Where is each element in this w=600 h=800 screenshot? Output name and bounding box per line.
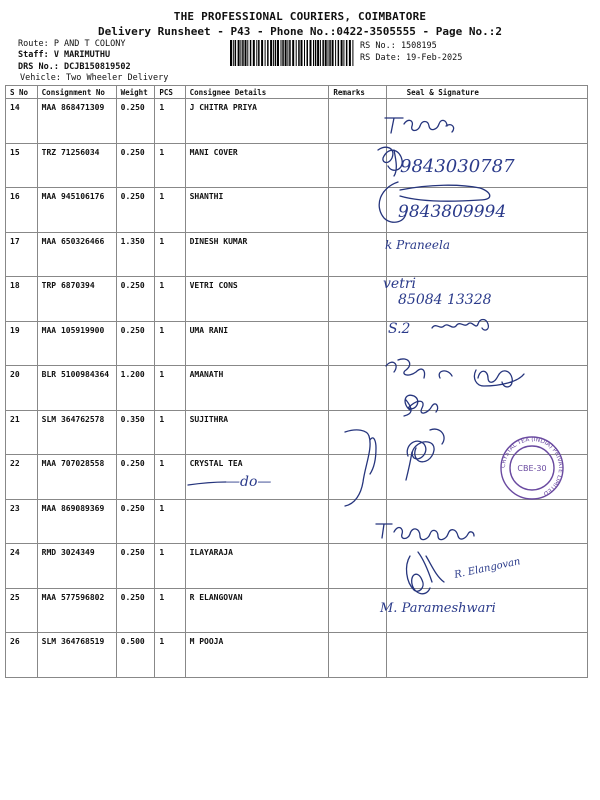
cell-sno: 24 — [6, 544, 38, 589]
cell-remarks — [329, 188, 386, 233]
barcode-bar — [281, 40, 282, 66]
cell-pcs: 1 — [155, 499, 185, 544]
barcode-bar — [325, 40, 327, 66]
barcode-bar — [282, 40, 284, 66]
barcode — [230, 40, 355, 66]
barcode-bar — [335, 40, 336, 66]
cell-weight: 0.250 — [116, 455, 155, 500]
barcode-bar — [292, 40, 294, 66]
cell-consignee: UMA RANI — [185, 321, 329, 366]
barcode-bar — [230, 40, 232, 66]
table-row — [6, 277, 588, 322]
barcode-bar — [298, 40, 300, 66]
barcode-bar — [267, 40, 269, 66]
cell-consignee: M POOJA — [185, 633, 329, 678]
cell-pcs: 1 — [155, 143, 185, 188]
cell-pcs: 1 — [155, 277, 185, 322]
barcode-bar — [338, 40, 340, 66]
table-row — [6, 499, 588, 544]
col-sno: S No — [6, 86, 38, 99]
cell-remarks — [329, 544, 386, 589]
handwriting-row23: —do— — [226, 474, 272, 490]
table-row — [6, 633, 588, 678]
cell-weight: 0.250 — [116, 188, 155, 233]
barcode-bar — [301, 40, 303, 66]
cell-remarks — [329, 321, 386, 366]
cell-consignee: R ELANGOVAN — [185, 588, 329, 633]
handwriting-row18-name: vetri — [383, 276, 416, 292]
cell-signature — [386, 277, 587, 322]
cell-weight: 0.250 — [116, 99, 155, 144]
cell-signature — [386, 232, 587, 277]
cell-weight: 1.350 — [116, 232, 155, 277]
cell-consignment: SLM 364768519 — [37, 633, 116, 678]
barcode-bar — [313, 40, 314, 66]
page-subtitle: Delivery Runsheet - P43 - Phone No.:0422-3505555 - Page No.:2 — [98, 25, 502, 38]
cell-consignee — [185, 499, 329, 544]
barcode-bar — [256, 40, 257, 66]
barcode-bar — [352, 40, 353, 66]
cell-pcs: 1 — [155, 410, 185, 455]
cell-pcs: 1 — [155, 544, 185, 589]
cell-consignee: SHANTHI — [185, 188, 329, 233]
cell-remarks — [329, 99, 386, 144]
barcode-bar — [289, 40, 291, 66]
barcode-bar — [307, 40, 309, 66]
cell-pcs: 1 — [155, 232, 185, 277]
cell-signature — [386, 321, 587, 366]
rs-info — [360, 40, 462, 64]
cell-weight: 0.500 — [116, 633, 155, 678]
cell-consignment: SLM 364762578 — [37, 410, 116, 455]
cell-remarks — [329, 499, 386, 544]
vehicle-info: Vehicle: Two Wheeler Delivery — [20, 73, 169, 83]
cell-weight: 1.200 — [116, 366, 155, 411]
cell-consignment: TRP 6870394 — [37, 277, 116, 322]
cell-signature — [386, 588, 587, 633]
cell-weight: 0.250 — [116, 544, 155, 589]
cell-remarks — [329, 455, 386, 500]
cell-remarks — [329, 410, 386, 455]
barcode-bar — [253, 40, 255, 66]
table-row — [6, 232, 588, 277]
cell-remarks — [329, 232, 386, 277]
route-info: Route: P AND T COLONY — [18, 39, 126, 49]
col-remarks: Remarks — [329, 86, 386, 99]
table-row — [6, 143, 588, 188]
cell-sno: 16 — [6, 188, 38, 233]
barcode-bar — [285, 40, 287, 66]
cell-consignment: TRZ 71256034 — [37, 143, 116, 188]
rs-date: RS Date: 19-Feb-2025 — [360, 53, 463, 63]
col-pcs: PCS — [155, 86, 185, 99]
cell-consignee: DINESH KUMAR — [185, 232, 329, 277]
cell-sno: 23 — [6, 499, 38, 544]
cell-pcs: 1 — [155, 455, 185, 500]
barcode-bar — [242, 40, 244, 66]
cell-sno: 19 — [6, 321, 38, 366]
cell-remarks — [329, 588, 386, 633]
barcode-bar — [310, 40, 312, 66]
barcode-bar — [343, 40, 344, 66]
barcode-bar — [341, 40, 343, 66]
barcode-bar — [296, 40, 297, 66]
barcode-bar — [270, 40, 272, 66]
cell-pcs: 1 — [155, 99, 185, 144]
barcode-bar — [349, 40, 351, 66]
barcode-bar — [240, 40, 241, 66]
cell-consignee: MANI COVER — [185, 143, 329, 188]
cell-signature — [386, 366, 587, 411]
cell-consignment: MAA 650326466 — [37, 232, 116, 277]
table-row — [6, 366, 588, 411]
col-weight: Weight — [116, 86, 155, 99]
cell-consignment: MAA 869089369 — [37, 499, 116, 544]
cell-consignee: AMANATH — [185, 366, 329, 411]
cell-consignment: MAA 105919900 — [37, 321, 116, 366]
barcode-bar — [265, 40, 266, 66]
barcode-bar — [287, 40, 288, 66]
drs-number: DRS No.: DCJB150819502 — [18, 62, 131, 72]
handwriting-row26: M. Parameshwari — [380, 601, 496, 616]
handwriting-row18-phone: 85084 13328 — [398, 292, 492, 308]
cell-sno: 18 — [6, 277, 38, 322]
cell-signature — [386, 544, 587, 589]
page-title: THE PROFESSIONAL COURIERS, COIMBATORE — [173, 10, 427, 23]
cell-weight: 0.350 — [116, 410, 155, 455]
cell-sno: 21 — [6, 410, 38, 455]
staff-info: Staff: V MARIMUTHU — [18, 50, 111, 60]
barcode-bar — [320, 40, 321, 66]
cell-signature — [386, 455, 587, 500]
handwriting-row16-phone: 9843809994 — [398, 202, 507, 222]
stamp-center-code: CBE-30 — [517, 464, 547, 473]
barcode-bar — [258, 40, 260, 66]
handwriting-row19: S.2 — [388, 321, 411, 337]
table-row — [6, 188, 588, 233]
barcode-bar — [273, 40, 274, 66]
col-consignment: Consignment No — [37, 86, 116, 99]
cell-signature — [386, 143, 587, 188]
col-signature: Seal & Signature — [386, 86, 587, 99]
table-row — [6, 321, 588, 366]
cell-pcs: 1 — [155, 188, 185, 233]
table-row — [6, 588, 588, 633]
cell-weight: 0.250 — [116, 499, 155, 544]
cell-sno: 25 — [6, 588, 38, 633]
cell-pcs: 1 — [155, 633, 185, 678]
cell-consignee: CRYSTAL TEA — [185, 455, 329, 500]
barcode-bar — [238, 40, 240, 66]
barcode-bar — [332, 40, 334, 66]
barcode-bar — [250, 40, 252, 66]
cell-pcs: 1 — [155, 366, 185, 411]
cell-sno: 22 — [6, 455, 38, 500]
barcode-bar — [245, 40, 247, 66]
cell-consignment: RMD 3024349 — [37, 544, 116, 589]
table-row — [6, 99, 588, 144]
cell-signature — [386, 410, 587, 455]
cell-pcs: 1 — [155, 588, 185, 633]
table-row — [6, 410, 588, 455]
barcode-bar — [233, 40, 234, 66]
cell-weight: 0.250 — [116, 277, 155, 322]
cell-consignment: MAA 707028558 — [37, 455, 116, 500]
cell-signature — [386, 99, 587, 144]
cell-sno: 20 — [6, 366, 38, 411]
handwriting-row25: R. Elangovan — [453, 556, 522, 581]
cell-sno: 14 — [6, 99, 38, 144]
handwriting-row17: k Praneela — [385, 238, 450, 252]
barcode-bar — [315, 40, 317, 66]
cell-remarks — [329, 143, 386, 188]
table-header-row — [6, 86, 588, 99]
barcode-bar — [235, 40, 237, 66]
runsheet-table — [5, 85, 588, 678]
barcode-bar — [322, 40, 324, 66]
cell-consignment: MAA 945106176 — [37, 188, 116, 233]
cell-consignment: BLR 5100984364 — [37, 366, 116, 411]
barcode-bar — [304, 40, 305, 66]
barcode-bar — [277, 40, 279, 66]
barcode-bar — [275, 40, 277, 66]
cell-weight: 0.250 — [116, 143, 155, 188]
cell-consignment: MAA 577596802 — [37, 588, 116, 633]
cell-signature — [386, 188, 587, 233]
cell-weight: 0.250 — [116, 321, 155, 366]
cell-signature — [386, 499, 587, 544]
barcode-bar — [329, 40, 331, 66]
barcode-bar — [328, 40, 329, 66]
cell-signature — [386, 633, 587, 678]
col-consignee: Consignee Details — [185, 86, 329, 99]
barcode-bar — [261, 40, 263, 66]
cell-weight: 0.250 — [116, 588, 155, 633]
stamp-text-path: CRYSTAL TEA (INDIA) PRIVATE LIMITED — [499, 435, 565, 498]
table-row — [6, 455, 588, 500]
cell-remarks — [329, 633, 386, 678]
cell-pcs: 1 — [155, 321, 185, 366]
handwriting-row15-phone: 9843030787 — [400, 156, 515, 177]
cell-remarks — [329, 277, 386, 322]
rs-number: RS No.: 1508195 — [360, 41, 437, 51]
cell-sno: 17 — [6, 232, 38, 277]
cell-consignee: ILAYARAJA — [185, 544, 329, 589]
cell-remarks — [329, 366, 386, 411]
cell-consignment: MAA 868471309 — [37, 99, 116, 144]
cell-sno: 26 — [6, 633, 38, 678]
cell-consignee: SUJITHRA — [185, 410, 329, 455]
cell-consignee: VETRI CONS — [185, 277, 329, 322]
barcode-bar — [247, 40, 248, 66]
cell-sno: 15 — [6, 143, 38, 188]
barcode-bar — [346, 40, 348, 66]
cell-consignee: J CHITRA PRIYA — [185, 99, 329, 144]
table-row — [6, 544, 588, 589]
barcode-bar — [317, 40, 319, 66]
